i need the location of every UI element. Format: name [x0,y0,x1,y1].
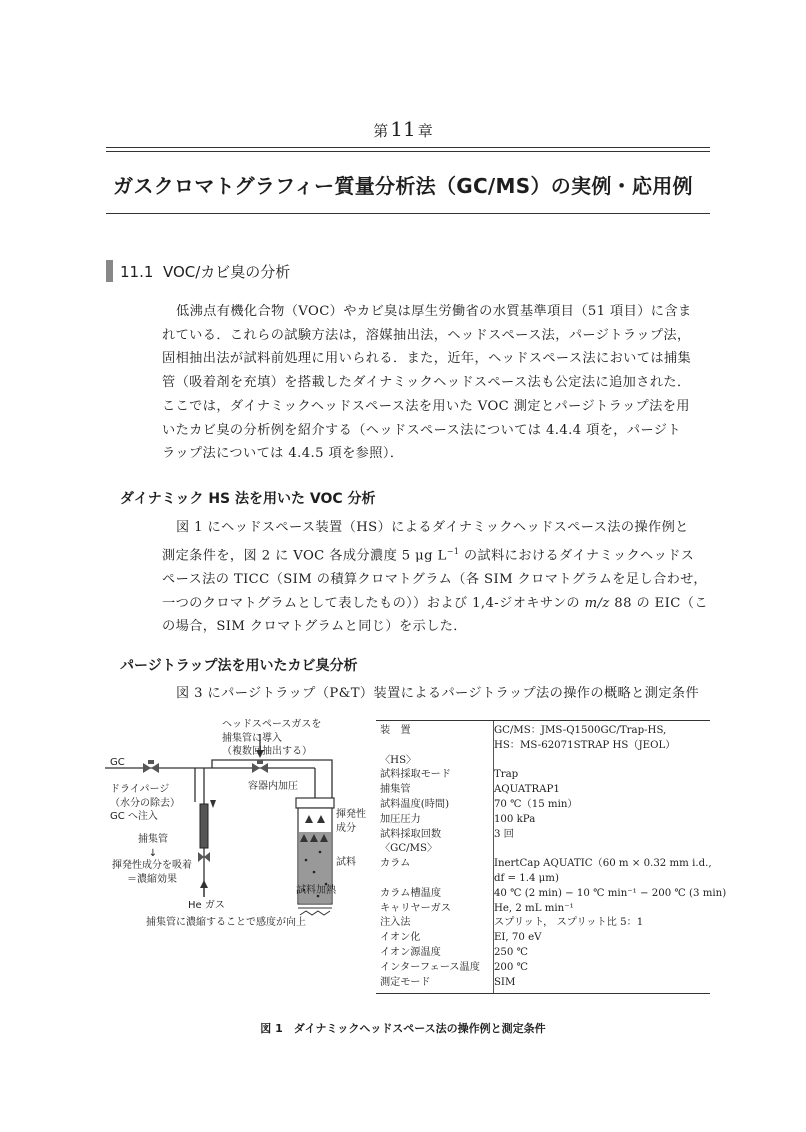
condition-row [376,724,730,739]
trap-tube [200,804,208,848]
sample-label: 試料 [336,857,356,868]
condition-row [376,798,730,813]
adsorb-label: 揮発性成分を吸着 ＝濃縮効果 [112,860,192,885]
figure-caption: 図 1 ダイナミックヘッドスペース法の操作例と測定条件 [260,1022,546,1035]
condition-row [376,768,730,783]
condition-value: HS：MS-62071STRAP HS（JEOL） [493,739,676,751]
condition-label: 捕集管 [380,784,411,796]
condition-value: 250 ℃ [493,946,529,958]
rule-title-bottom [106,213,710,214]
condition-label: カラム槽温度 [380,887,442,899]
conditions-table-wrapper [376,720,727,994]
valve-1-right [151,763,159,773]
condition-label: 試料採取モード [380,769,451,781]
condition-row [376,842,730,857]
condition-row [376,887,730,902]
page-title: ガスクロマトグラフィー質量分析法（GC/MS）の実例・応用例 [113,174,693,198]
condition-value: Trap [493,769,519,781]
valve-3-right [204,852,210,862]
trap-label: 捕集管 ↓ [138,834,168,859]
condition-label: カラム [380,858,411,870]
condition-label: 〈HS〉 [380,754,417,766]
condition-label: 〈GC/MS〉 [380,843,438,855]
condition-value: InertCap AQUATIC（60 m × 0.32 mm i.d., [493,858,712,870]
condition-label: イオン源温度 [380,946,441,958]
valve-3-left [198,852,204,862]
table-divider [493,721,494,993]
condition-value [484,754,730,769]
valve-2-right [260,763,268,773]
condition-row [376,857,730,872]
rule-top-2 [106,151,710,152]
condition-label: 試料採取回数 [380,828,442,840]
condition-row [376,872,730,887]
heating-label: 試料加熱 [296,885,336,896]
rule-top-1 [106,147,710,148]
condition-value: He, 2 mL min⁻¹ [493,902,574,914]
intro-paragraph: 低沸点有機化合物（VOC）やカビ臭は厚生労働省の水質基準項目（51 項目）に含ま れている．これらの試験方法は，溶媒抽出法，ヘッドスペース法，パージトラップ法， 固相抽出法が試料前処理に用いられる．また，近年，ヘッドスペース法においては捕集 管（吸着剤を充填）を搭載したダイナミックヘッドスペース法も公定法に追加された． ここでは，ダイナミックヘッドスペース法を用いた VOC 測定とパージトラップ法を用 いたカビ臭の分析例を紹介する（ヘッドスペース法については 4.4.4 項を，パージト ラップ法については 4.4.5 項を参照）． [162,304,692,462]
pt-paragraph: 図 3 にパージトラップ（P&T）装置によるパージトラップ法の操作の概略と測定条件 [176,686,700,701]
condition-row [376,902,730,917]
condition-row [376,754,730,769]
dry-purge-label: ドライパージ （水分の除去） GC へ注入 [110,784,180,822]
condition-row [376,976,730,991]
condition-label [376,739,484,754]
section-heading: 11.1 VOC/カビ臭の分析 [120,263,291,281]
condition-label: イオン化 [380,932,421,944]
condition-label: インターフェース温度 [380,961,480,973]
condition-value: スプリット， スプリット比 5：1 [493,917,644,929]
condition-value: 3 回 [493,828,514,840]
condition-value: SIM [493,976,516,988]
vial-cap [296,798,334,808]
condition-value: EI, 70 eV [493,932,542,944]
he-arrowhead [200,880,208,888]
subsection-heading-hs: ダイナミック HS 法を用いた VOC 分析 [120,491,376,507]
condition-value [484,842,730,857]
condition-row [376,739,730,754]
valve-2-left [252,763,260,773]
subsection-heading-pt: パージトラップ法を用いたカビ臭分析 [120,658,358,674]
condition-value: 70 ℃（15 min） [493,798,578,810]
headspace-label: ヘッドスペースガスを 捕集管に導入 （複数回抽出する） [222,719,322,757]
gc-label: GC [110,757,125,768]
condition-value: GC/MS：JMS-Q1500GC/Trap-HS, [493,725,667,736]
condition-label: 試料温度(時間) [380,798,450,810]
condition-label: 測定モード [380,976,431,988]
he-gas-label: He ガス [188,900,225,911]
condition-label: 注入法 [380,917,411,929]
condition-row [376,931,730,946]
heater-wave [300,911,330,915]
condition-value: AQUATRAP1 [493,784,560,796]
small-arrowhead [210,800,216,808]
valve-1-left [143,763,151,773]
section-marker [106,260,113,282]
conditions-table [376,724,730,990]
condition-value: 100 kPa [493,813,536,825]
condition-label: 装 置 [380,725,411,736]
condition-value: 200 ℃ [493,961,529,973]
condition-row [376,916,730,931]
condition-row [376,783,730,798]
condition-label: キャリヤーガス [380,902,451,914]
condition-value: 40 ℃ (2 min) − 10 ℃ min⁻¹ − 200 ℃ (3 min) [493,887,727,899]
pressurize-label: 容器内加圧 [248,781,298,792]
hs-paragraph: 図 1 にヘッドスペース装置（HS）によるダイナミックヘッドスペース法の操作例と 測定条件を，図 2 に VOC 各成分濃度 5 μg $L^{-1}$ の試料におけるダイナミックヘッドス ペース法の TICC（SIM の積算クロマトグラム（各 SIM クロマトグラムを足し合わせ， 一つのクロマトグラムとして表したもの））および 1,4-ジオキサンの m/z 88 の EIC（こ の場合，SIM クロマトグラムと同じ）を示した． [162,520,708,635]
condition-label [376,872,484,887]
condition-value: df = 1.4 μm) [493,872,559,884]
chapter-label: 第 11 章 [373,117,433,141]
condition-row [376,961,730,976]
condition-label: 加圧圧力 [380,813,421,825]
volatile-label: 揮発性 成分 [336,809,366,834]
condition-row [376,946,730,961]
condition-row [376,828,730,843]
sensitivity-label: 捕集管に濃縮することで感度が向上 [146,917,306,928]
condition-row [376,813,730,828]
